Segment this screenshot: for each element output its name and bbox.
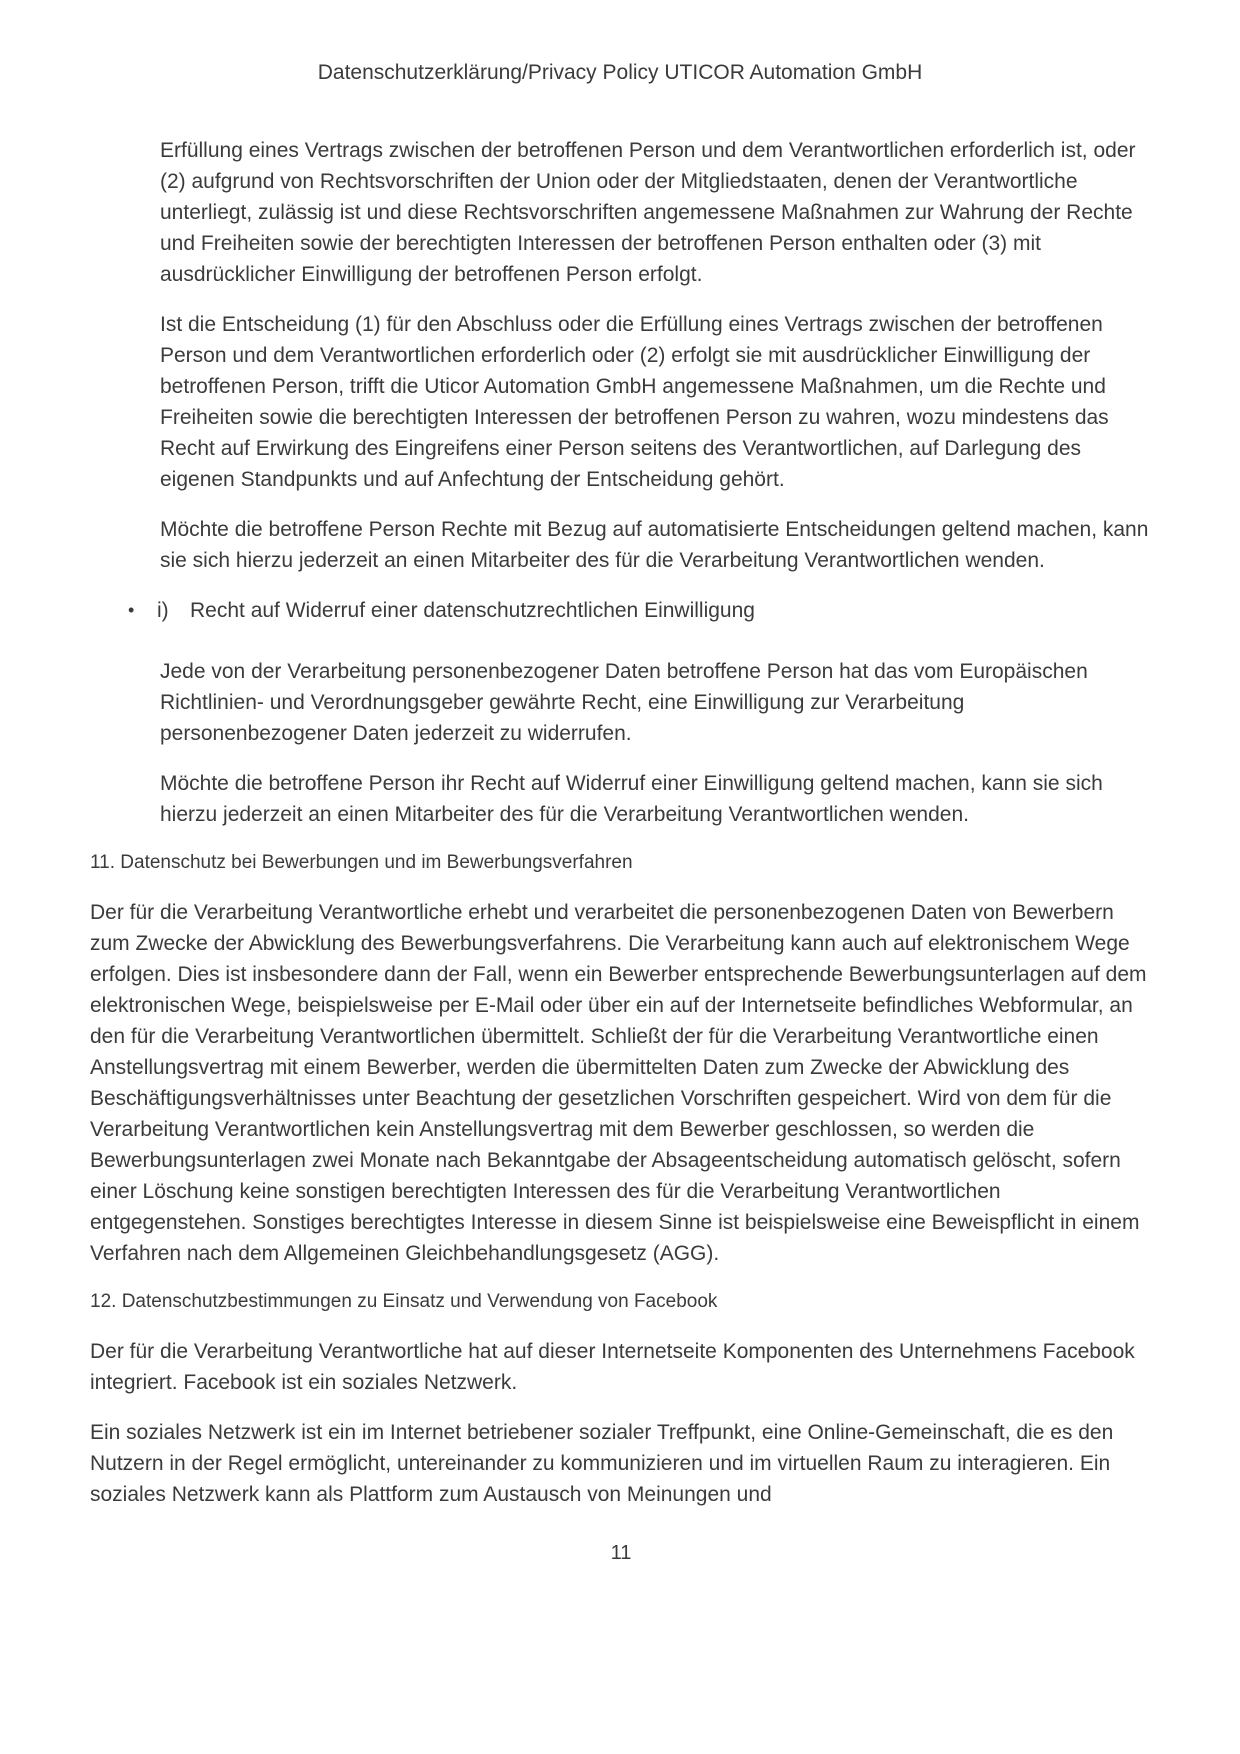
withdrawal-right-block <box>90 656 1152 830</box>
section-11-heading: 11. Datenschutz bei Bewerbungen und im Bewerbungsverfahren <box>90 852 633 873</box>
document-title: Datenschutzerklärung/Privacy Policy UTICOR Automation GmbH <box>317 61 923 84</box>
paragraph-automated-decisions-1: Erfüllung eines Vertrags zwischen der betroffenen Person und dem Verantwortlichen erforderlich ist, oder (2) aufgrund von Rechtsvorschriften der Union oder der Mitgliedstaaten, denen der Verantwortliche unterliegt, zulässig ist und diese Rechtsvorschriften angemessene Maßnahmen zur Wahrung der Rechte und Freiheiten sowie der berechtigten Interessen der betroffenen Person enthalten oder (3) mit ausdrücklicher Einwilligung der betroffenen Person erfolgt. <box>160 139 1136 286</box>
list-item-withdrawal-right <box>128 595 1152 626</box>
section-12-paragraph-2: Ein soziales Netzwerk ist ein im Internet betriebener sozialer Treffpunkt, eine Online-Gemeinschaft, die es den Nutzern in der Regel ermöglicht, untereinander zu kommunizieren und im virtuellen Raum zu interagieren. Ein soziales Netzwerk kann als Plattform zum Austausch von Meinungen und <box>90 1421 1114 1506</box>
paragraph-automated-decisions-3: Möchte die betroffene Person Rechte mit Bezug auf automatisierte Entscheidungen geltend machen, kann sie sich hierzu jederzeit an einen Mitarbeiter des für die Verarbeitung Verantwortlichen wenden. <box>160 518 1149 572</box>
section-12-heading: 12. Datenschutzbestimmungen zu Einsatz und Verwendung von Facebook <box>90 1291 718 1312</box>
document-content <box>90 135 1152 1568</box>
paragraph-withdrawal-1: Jede von der Verarbeitung personenbezogener Daten betroffene Person hat das vom Europäischen Richtlinien- und Verordnungsgeber gewährte Recht, eine Einwilligung zur Verarbeitung personenbezogener Daten jederzeit zu widerrufen. <box>160 660 1088 745</box>
section-11 <box>90 849 1152 1269</box>
paragraph-withdrawal-2: Möchte die betroffene Person ihr Recht auf Widerruf einer Einwilligung geltend machen, kann sie sich hierzu jederzeit an einen Mitarbeiter des für die Verarbeitung Verantwortlichen wenden. <box>160 772 1103 826</box>
bullet-icon: • <box>128 600 135 620</box>
list-item-title: Recht auf Widerruf einer datenschutzrechtlichen Einwilligung <box>190 599 755 622</box>
page-number: 11 <box>610 1542 632 1564</box>
section-12 <box>90 1288 1152 1510</box>
section-11-paragraph-1: Der für die Verarbeitung Verantwortliche erhebt und verarbeitet die personenbezogenen Daten von Bewerbern zum Zwecke der Abwicklung des Bewerbungsverfahrens. Die Verarbeitung kann auch auf elektronischem Wege erfolgen. Dies ist insbesondere dann der Fall, wenn ein Bewerber entsprechende Bewerbungsunterlagen auf dem elektronischen Wege, beispielsweise per E-Mail oder über ein auf der Internetseite befindliches Webformular, an den für die Verarbeitung Verantwortlichen übermittelt. Schließt der für die Verarbeitung Verantwortliche einen Anstellungsvertrag mit einem Bewerber, werden die übermittelten Daten zum Zwecke der Abwicklung des Beschäftigungsverhältnisses unter Beachtung der gesetzlichen Vorschriften gespeichert. Wird von dem für die Verarbeitung Verantwortlichen kein Anstellungsvertrag mit dem Bewerber geschlossen, so werden die Bewerbungsunterlagen zwei Monate nach Bekanntgabe der Absageentscheidung automatisch gelöscht, sofern einer Löschung keine sonstigen berechtigten Interessen des für die Verarbeitung Verantwortlichen entgegenstehen. Sonstiges berechtigtes Interesse in diesem Sinne ist beispielsweise eine Beweispflicht in einem Verfahren nach dem Allgemeinen Gleichbehandlungsgesetz (AGG). <box>90 901 1147 1265</box>
list-item-letter: i) <box>157 599 169 622</box>
section-12-paragraph-1: Der für die Verarbeitung Verantwortliche hat auf dieser Internetseite Komponenten des Unternehmens Facebook integriert. Facebook ist ein soziales Netzwerk. <box>90 1340 1135 1394</box>
automated-decisions-block <box>90 135 1152 576</box>
paragraph-automated-decisions-2: Ist die Entscheidung (1) für den Abschluss oder die Erfüllung eines Vertrags zwischen der betroffenen Person und dem Verantwortlichen erforderlich oder (2) erfolgt sie mit ausdrücklicher Einwilligung der betroffenen Person, trifft die Uticor Automation GmbH angemessene Maßnahmen, um die Rechte und Freiheiten sowie die berechtigten Interessen der betroffenen Person zu wahren, wozu mindestens das Recht auf Erwirkung des Eingreifens einer Person seitens des Verantwortlichen, auf Darlegung des eigenen Standpunkts und auf Anfechtung der Entscheidung gehört. <box>160 313 1109 491</box>
